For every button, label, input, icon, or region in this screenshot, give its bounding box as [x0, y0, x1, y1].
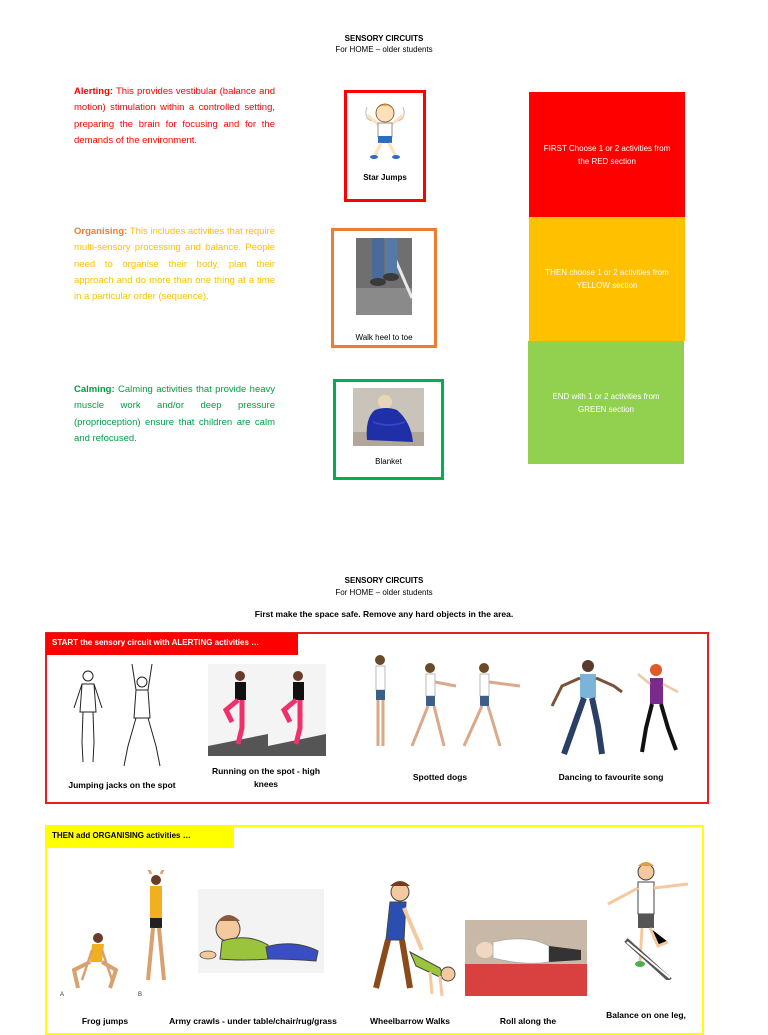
organising-description — [74, 224, 275, 305]
wheelbarrow-walks-label: Wheelbarrow Walks — [370, 1016, 450, 1026]
alerting-heading: Alerting: — [74, 86, 114, 97]
star-jumps-label: Star Jumps — [363, 173, 407, 182]
jumping-jacks-label: Jumping jacks on the spot — [68, 780, 176, 790]
organising-text: This includes activities that require multi-sensory processing and balance. People need to organise their body, plan their approach and do more than one thing at a time in a particular order (sequence). — [74, 226, 275, 303]
army-crawls-illustration — [198, 889, 324, 973]
alerting-text: This provides vestibular (balance and motion) stimulation within a controlled setting, preparing the brain for focusing and for the demands of the environment. — [74, 86, 275, 146]
army-crawls-label: Army crawls - under table/chair/rug/grass — [169, 1016, 337, 1026]
blanket-card — [333, 379, 444, 480]
spotted-dogs-label: Spotted dogs — [412, 772, 468, 782]
page2-subtitle: For HOME – older students — [335, 588, 433, 597]
alerting-banner: START the sensory circuit with ALERTING activities … — [46, 633, 298, 655]
page-subtitle: For HOME – older students — [335, 45, 433, 54]
balance-one-leg-illustration — [600, 858, 696, 980]
walk-heel-to-toe-card — [331, 228, 437, 348]
frog-jumps-illustration — [56, 870, 178, 998]
blanket-label: Blanket — [375, 457, 402, 466]
page-title: SENSORY CIRCUITS — [344, 34, 424, 43]
organising-heading: Organising: — [74, 226, 128, 237]
frog-jumps-label: Frog jumps — [81, 1016, 129, 1026]
svg-text:B: B — [138, 992, 143, 998]
jumping-jacks-illustration — [58, 662, 170, 774]
blanket-photo — [353, 388, 424, 446]
calming-heading: Calming: — [74, 384, 115, 395]
alerting-description — [74, 84, 275, 149]
organising-banner: THEN add ORGANISING activities … — [46, 826, 234, 848]
roll-along-photo — [465, 920, 587, 996]
step-then-yellow: THEN choose 1 or 2 activities from YELLOW section — [529, 217, 685, 341]
dancing-photo — [544, 656, 696, 760]
walk-heel-to-toe-label: Walk heel to toe — [355, 333, 413, 342]
star-jumps-card — [344, 90, 426, 202]
svg-text:A: A — [60, 992, 65, 998]
step-first-red: FIRST Choose 1 or 2 activities from the RED section — [529, 92, 685, 217]
calming-description — [74, 382, 275, 447]
calming-text: Calming activities that provide heavy muscle work and/or deep pressure (proprioception) ensure that children are calm and refocused. — [74, 384, 276, 444]
dancing-label: Dancing to favourite song — [558, 772, 664, 782]
balance-one-leg-label: Balance on one leg, — [606, 1010, 686, 1020]
step-end-green: END with 1 or 2 activities from GREEN section — [528, 341, 684, 464]
star-jumps-illustration — [359, 97, 411, 161]
safety-note: First make the space safe. Remove any hard objects in the area. — [254, 609, 514, 619]
running-on-spot-photo — [208, 664, 326, 756]
spotted-dogs-illustration — [364, 652, 524, 760]
page2-title: SENSORY CIRCUITS — [344, 576, 424, 585]
wheelbarrow-walks-illustration — [360, 878, 460, 1006]
roll-along-label: Roll along the — [499, 1016, 557, 1026]
running-on-spot-label: Running on the spot - high knees — [211, 766, 321, 789]
walk-heel-to-toe-photo — [356, 238, 412, 315]
